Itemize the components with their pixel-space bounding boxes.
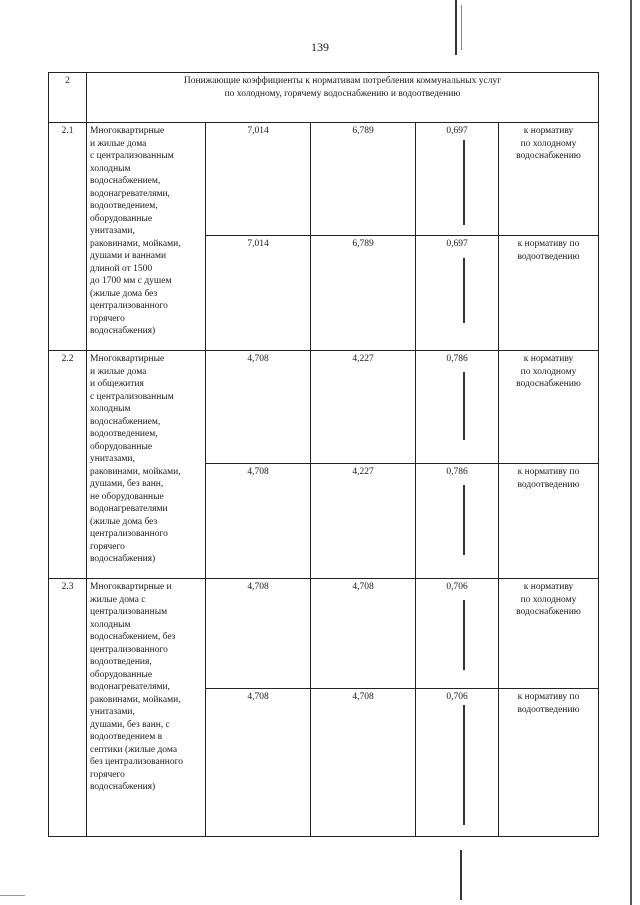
note-cell: [499, 123, 599, 236]
table-row: [49, 579, 599, 689]
header-title-line-1: Понижающие коэффициенты к нормативам потребления коммунальных услуг: [183, 76, 502, 86]
value-cell: 0,697: [416, 236, 499, 351]
desc-line: (жилые дома без: [90, 516, 158, 527]
scan-streak: [463, 258, 465, 323]
note-line: по холодному: [520, 366, 577, 377]
desc-line: оборудованные: [90, 669, 153, 680]
desc-line: горячего: [90, 769, 125, 780]
desc-line: горячего: [90, 313, 125, 324]
desc-line: холодным: [90, 619, 131, 630]
note-line: водоснабжению: [516, 607, 581, 617]
desc-line: водоснабжением,: [90, 176, 161, 186]
desc-line: (жилые дома без: [90, 288, 158, 299]
scan-streak: [463, 600, 465, 670]
table-header-row: [49, 73, 599, 123]
value-cell: 4,227: [311, 351, 416, 464]
desc-line: водонагревателями,: [90, 188, 170, 199]
desc-line: длиной от 1500: [90, 263, 153, 274]
value-cell: 0,786: [416, 464, 499, 579]
note-line: по холодному: [520, 594, 577, 605]
note-cell: [499, 236, 599, 351]
scan-streak: [463, 372, 465, 440]
desc-line: централизованного: [90, 529, 168, 539]
note-cell: [499, 464, 599, 579]
desc-line: оборудованные: [90, 213, 153, 224]
header-number: 2: [49, 73, 87, 123]
desc-line: водоснабжением,: [90, 416, 161, 427]
note-line: к нормативу по: [517, 467, 580, 477]
row-description: [87, 123, 206, 351]
row-number: 2.3: [49, 579, 87, 837]
desc-line: централизованным: [90, 607, 168, 617]
note-line: водоотведению: [517, 479, 580, 490]
scan-artifact-top-2: [461, 5, 462, 50]
note-cell: [499, 579, 599, 689]
note-cell: [499, 689, 599, 837]
desc-line: Многоквартирные и: [90, 582, 172, 592]
desc-line: раковинами, мойками,: [90, 238, 181, 249]
value-cell: 4,708: [311, 689, 416, 837]
desc-line: водоотведением,: [90, 429, 158, 439]
note-line: к нормативу по: [517, 239, 580, 249]
value-cell: 4,708: [206, 689, 311, 837]
desc-line: душами, без ванн, с: [90, 719, 170, 730]
desc-line: водоотведением,: [90, 201, 158, 211]
note-line: по холодному: [520, 138, 577, 149]
desc-line: жилые дома с: [90, 594, 146, 605]
page-number: 139: [311, 40, 329, 54]
value-cell: 6,789: [311, 236, 416, 351]
value-cell: 7,014: [206, 123, 311, 236]
header-title-line-2: по холодному, горячему водоснабжению и водоотведению: [224, 88, 461, 99]
desc-line: септики (жилые дома: [90, 744, 178, 755]
desc-line: унитазами,: [90, 226, 135, 236]
row-number: 2.2: [49, 351, 87, 579]
desc-line: холодным: [90, 404, 131, 414]
desc-line: душами и ваннами: [90, 251, 167, 261]
scan-edge-right: [630, 0, 632, 905]
desc-line: унитазами,: [90, 454, 135, 464]
value-cell: 0,786: [416, 351, 499, 464]
desc-line: водоснабжения): [90, 554, 156, 564]
row-description: [87, 351, 206, 579]
value-cell: 4,227: [311, 464, 416, 579]
desc-line: горячего: [90, 541, 125, 552]
desc-line: водоотведением в: [90, 732, 163, 742]
scan-edge-bottom: [0, 895, 25, 896]
note-line: водоотведению: [517, 704, 580, 715]
desc-line: водоснабжения): [90, 782, 156, 792]
desc-line: раковинами, мойками,: [90, 694, 181, 705]
table-row: [49, 351, 599, 464]
note-line: к нормативу: [523, 582, 574, 592]
coefficients-table: [48, 72, 599, 837]
scan-artifact-top: [455, 0, 457, 55]
desc-line: водонагревателями,: [90, 682, 170, 692]
header-title: [87, 73, 599, 123]
note-line: к нормативу по: [517, 692, 580, 702]
scan-artifact-bottom: [460, 850, 462, 900]
desc-line: централизованного: [90, 644, 168, 655]
desc-line: унитазами,: [90, 707, 135, 717]
desc-line: Многоквартирные: [90, 126, 165, 136]
table-row: [49, 123, 599, 236]
desc-line: душами, без ванн,: [90, 479, 164, 489]
desc-line: без централизованного: [90, 757, 184, 767]
desc-line: и жилые дома: [90, 138, 147, 149]
note-line: водоотведению: [517, 251, 580, 262]
desc-line: и жилые дома: [90, 366, 147, 377]
scan-streak: [463, 485, 465, 555]
desc-line: не оборудованные: [90, 491, 164, 502]
note-line: к нормативу: [523, 354, 574, 364]
value-cell: 6,789: [311, 123, 416, 236]
value-cell: 7,014: [206, 236, 311, 351]
desc-line: и общежития: [90, 379, 144, 389]
value-cell: 0,706: [416, 689, 499, 837]
scan-streak: [463, 140, 465, 225]
desc-line: с централизованным: [90, 151, 174, 161]
desc-line: раковинами, мойками,: [90, 466, 181, 477]
value-cell: 4,708: [311, 579, 416, 689]
row-description: [87, 579, 206, 837]
desc-line: оборудованные: [90, 441, 153, 452]
desc-line: водоснабжением, без: [90, 632, 176, 642]
value-cell: 4,708: [206, 351, 311, 464]
value-cell: 4,708: [206, 464, 311, 579]
value-cell: 4,708: [206, 579, 311, 689]
scan-streak: [463, 705, 465, 825]
note-line: водоснабжению: [516, 151, 581, 161]
desc-line: Многоквартирные: [90, 354, 165, 364]
desc-line: с централизованным: [90, 391, 174, 402]
note-line: водоснабжению: [516, 379, 581, 389]
desc-line: водоснабжения): [90, 326, 156, 336]
desc-line: до 1700 мм с душем: [90, 276, 172, 286]
value-cell: 0,706: [416, 579, 499, 689]
desc-line: водонагревателями: [90, 504, 168, 514]
desc-line: централизованного: [90, 301, 168, 311]
note-cell: [499, 351, 599, 464]
note-line: к нормативу: [523, 126, 574, 136]
value-cell: 0,697: [416, 123, 499, 236]
desc-line: холодным: [90, 163, 131, 174]
row-number: 2.1: [49, 123, 87, 351]
desc-line: водоотведения,: [90, 657, 152, 667]
